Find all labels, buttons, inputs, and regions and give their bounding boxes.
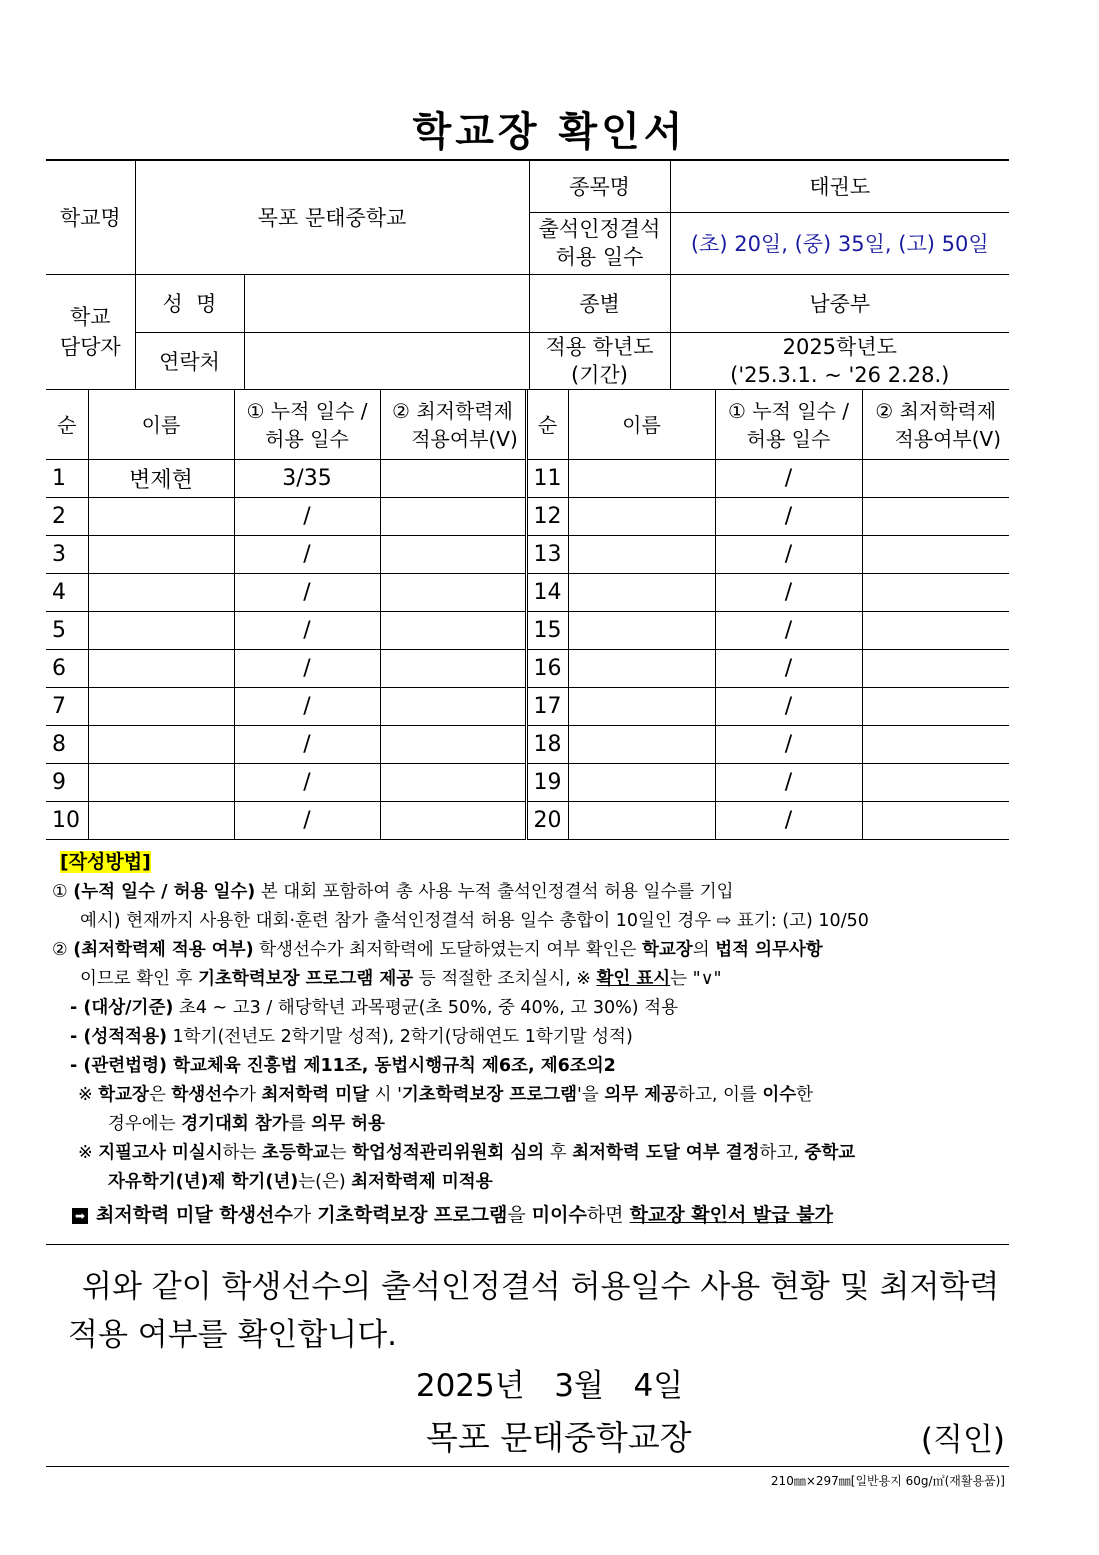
roster-cell-no: 5 bbox=[46, 612, 88, 650]
roster-cell-name[interactable] bbox=[568, 536, 715, 574]
table-row bbox=[46, 498, 1009, 536]
roster-cell-no: 17 bbox=[526, 688, 568, 726]
roster-cell-apply[interactable] bbox=[862, 460, 1009, 498]
footer-divider bbox=[46, 1466, 1009, 1467]
roster-cell-apply[interactable] bbox=[380, 612, 526, 650]
roster-cell-days[interactable]: / bbox=[715, 688, 862, 726]
roster-cell-no: 9 bbox=[46, 764, 88, 802]
header-no: 순 bbox=[46, 390, 88, 460]
instruction-line-1: ① (누적 일수 / 허용 일수) 본 대회 포함하여 총 사용 누적 출석인정결석 허용 일수를 기입 bbox=[52, 882, 734, 902]
roster-cell-days[interactable]: / bbox=[234, 612, 380, 650]
confirmation-statement: 위와 같이 학생선수의 출석인정결석 허용일수 사용 현황 및 최저학력 적용 여부를 확인합니다. bbox=[68, 1269, 1000, 1353]
arrow-box-icon: ➡ bbox=[72, 1208, 88, 1224]
header-days: ① 누적 일수 / 허용 일수 bbox=[715, 390, 862, 460]
roster-cell-no: 4 bbox=[46, 574, 88, 612]
roster-cell-apply[interactable] bbox=[380, 574, 526, 612]
instruction-line-11: 자유학기(년)제 학기(년)는(은) 최저학력제 미적용 bbox=[108, 1172, 493, 1192]
roster-cell-no: 2 bbox=[46, 498, 88, 536]
roster-cell-days[interactable]: / bbox=[715, 764, 862, 802]
roster-cell-days[interactable]: / bbox=[234, 650, 380, 688]
paper-spec-footer: 210㎜×297㎜[일반용지 60g/㎡(재활용품)] bbox=[770, 1474, 1005, 1488]
roster-cell-name[interactable] bbox=[88, 726, 234, 764]
roster-cell-apply[interactable] bbox=[862, 574, 1009, 612]
table-row bbox=[46, 612, 1009, 650]
table-row bbox=[46, 726, 1009, 764]
roster-cell-days[interactable]: / bbox=[715, 498, 862, 536]
roster-cell-no: 18 bbox=[526, 726, 568, 764]
roster-cell-name[interactable] bbox=[88, 688, 234, 726]
table-row bbox=[46, 574, 1009, 612]
school-name-value: 목포 문태중학교 bbox=[135, 160, 529, 274]
roster-cell-days[interactable]: / bbox=[715, 726, 862, 764]
roster-cell-days[interactable]: / bbox=[234, 536, 380, 574]
header-days: ① 누적 일수 / 허용 일수 bbox=[234, 390, 380, 460]
event-label: 종목명 bbox=[529, 160, 670, 212]
roster-cell-name[interactable] bbox=[568, 650, 715, 688]
roster-cell-no: 14 bbox=[526, 574, 568, 612]
section-divider bbox=[46, 1244, 1009, 1245]
roster-cell-days[interactable]: / bbox=[234, 802, 380, 840]
roster-cell-days[interactable]: / bbox=[715, 650, 862, 688]
roster-cell-name[interactable] bbox=[568, 726, 715, 764]
school-year-value: 2025학년도 ('25.3.1. ~ '26 2.28.) bbox=[670, 332, 1009, 389]
principal-signature: 목포 문태중학교장 bbox=[426, 1418, 692, 1457]
header-name: 이름 bbox=[568, 390, 715, 460]
manager-name-label: 성 명 bbox=[135, 274, 244, 332]
school-name-label: 학교명 bbox=[46, 160, 135, 274]
warning-line: ➡ 최저학력 미달 학생선수가 기초학력보장 프로그램을 미이수하면 학교장 확인서 발급 불가 bbox=[46, 1201, 1009, 1230]
roster-cell-name[interactable] bbox=[88, 536, 234, 574]
roster-cell-name[interactable] bbox=[568, 460, 715, 498]
table-row bbox=[46, 460, 1009, 498]
instruction-line-8: ※ 학교장은 학생선수가 최저학력 미달 시 '기초학력보장 프로그램'을 의무 제공하고, 이를 이수한 bbox=[78, 1085, 814, 1105]
roster-cell-days[interactable]: / bbox=[234, 764, 380, 802]
roster-header-row bbox=[46, 390, 1009, 460]
roster-cell-apply[interactable] bbox=[862, 612, 1009, 650]
instruction-line-4: 이므로 확인 후 기초학력보장 프로그램 제공 등 적절한 조치실시, ※ 확인 표시는 "∨" bbox=[80, 969, 722, 989]
header-apply: ② 최저학력제 적용여부(V) bbox=[380, 390, 526, 460]
header-name: 이름 bbox=[88, 390, 234, 460]
roster-cell-no: 6 bbox=[46, 650, 88, 688]
instructions-heading: [작성방법] bbox=[60, 851, 151, 873]
absence-days-value: (초) 20일, (중) 35일, (고) 50일 bbox=[670, 212, 1009, 274]
roster-cell-apply[interactable] bbox=[862, 498, 1009, 536]
roster-cell-no: 12 bbox=[526, 498, 568, 536]
roster-cell-name[interactable] bbox=[88, 650, 234, 688]
category-value: 남중부 bbox=[670, 274, 1009, 332]
roster-cell-no: 16 bbox=[526, 650, 568, 688]
manager-name-value bbox=[244, 274, 529, 332]
instruction-line-2: 예시) 현재까지 사용한 대회·훈련 참가 출석인정결석 허용 일수 총합이 10일인 경우 ⇨ 표기: (고) 10/50 bbox=[80, 911, 869, 931]
roster-cell-days[interactable]: / bbox=[715, 460, 862, 498]
roster-cell-days[interactable]: / bbox=[234, 574, 380, 612]
roster-cell-name[interactable] bbox=[88, 498, 234, 536]
roster-cell-name[interactable] bbox=[568, 612, 715, 650]
instructions-section bbox=[46, 848, 1009, 1230]
roster-cell-name[interactable] bbox=[88, 612, 234, 650]
category-label: 종별 bbox=[529, 274, 670, 332]
instruction-line-9: 경우에는 경기대회 참가를 의무 허용 bbox=[108, 1114, 385, 1134]
roster-cell-no: 20 bbox=[526, 802, 568, 840]
roster-cell-name[interactable] bbox=[88, 764, 234, 802]
official-seal-mark: (직인) bbox=[920, 1422, 1005, 1458]
instruction-line-7: - (관련법령) 학교체육 진흥법 제11조, 동법시행규칙 제6조, 제6조의2 bbox=[70, 1056, 616, 1076]
roster-cell-name[interactable] bbox=[568, 498, 715, 536]
student-roster-table bbox=[46, 389, 1009, 840]
instruction-line-10: ※ 지필고사 미실시하는 초등학교는 학업성적관리위원회 심의 후 최저학력 도달 여부 결정하고, 중학교 bbox=[78, 1143, 856, 1163]
roster-cell-no: 10 bbox=[46, 802, 88, 840]
roster-cell-name[interactable] bbox=[568, 764, 715, 802]
absence-days-label: 출석인정결석 허용 일수 bbox=[529, 212, 670, 274]
roster-cell-name[interactable] bbox=[568, 574, 715, 612]
roster-cell-name[interactable] bbox=[568, 802, 715, 840]
manager-contact-label: 연락처 bbox=[135, 332, 244, 389]
table-row bbox=[46, 650, 1009, 688]
roster-cell-apply[interactable] bbox=[380, 688, 526, 726]
roster-cell-apply[interactable] bbox=[380, 650, 526, 688]
issue-date: 2025년 3월 4일 bbox=[415, 1368, 684, 1404]
roster-cell-apply[interactable] bbox=[380, 726, 526, 764]
instruction-line-3: ② (최저학력제 적용 여부) 학생선수가 최저학력에 도달하였는지 여부 확인은 학교장의 법적 의무사항 bbox=[52, 940, 823, 960]
header-apply: ② 최저학력제 적용여부(V) bbox=[862, 390, 1009, 460]
table-row bbox=[46, 536, 1009, 574]
roster-cell-apply[interactable] bbox=[862, 688, 1009, 726]
roster-cell-days[interactable]: / bbox=[234, 688, 380, 726]
roster-cell-days[interactable]: 3/35 bbox=[234, 460, 380, 498]
roster-cell-no: 7 bbox=[46, 688, 88, 726]
roster-cell-days[interactable]: / bbox=[715, 536, 862, 574]
roster-cell-no: 13 bbox=[526, 536, 568, 574]
roster-cell-apply[interactable] bbox=[380, 802, 526, 840]
roster-cell-apply[interactable] bbox=[862, 764, 1009, 802]
roster-cell-no: 1 bbox=[46, 460, 88, 498]
roster-cell-no: 19 bbox=[526, 764, 568, 802]
roster-cell-no: 3 bbox=[46, 536, 88, 574]
school-year-label: 적용 학년도 (기간) bbox=[529, 332, 670, 389]
roster-cell-days[interactable]: / bbox=[715, 612, 862, 650]
roster-cell-no: 15 bbox=[526, 612, 568, 650]
document-title: 학교장 확인서 bbox=[412, 109, 687, 155]
roster-cell-no: 8 bbox=[46, 726, 88, 764]
instruction-line-6: - (성적적용) 1학기(전년도 2학기말 성적), 2학기(당해연도 1학기말 성적) bbox=[70, 1027, 633, 1047]
roster-cell-days[interactable]: / bbox=[715, 574, 862, 612]
roster-cell-apply[interactable] bbox=[380, 536, 526, 574]
roster-cell-days[interactable]: / bbox=[234, 498, 380, 536]
roster-cell-apply[interactable] bbox=[862, 726, 1009, 764]
header-no: 순 bbox=[526, 390, 568, 460]
info-table bbox=[46, 159, 1009, 390]
roster-cell-apply[interactable] bbox=[380, 460, 526, 498]
table-row bbox=[46, 764, 1009, 802]
table-row bbox=[46, 688, 1009, 726]
roster-cell-apply[interactable] bbox=[380, 764, 526, 802]
roster-cell-name[interactable] bbox=[568, 688, 715, 726]
roster-cell-apply[interactable] bbox=[862, 802, 1009, 840]
roster-cell-no: 11 bbox=[526, 460, 568, 498]
manager-label: 학교 담당자 bbox=[46, 274, 135, 389]
manager-contact-value bbox=[244, 332, 529, 389]
roster-cell-days[interactable]: / bbox=[715, 802, 862, 840]
roster-cell-days[interactable]: / bbox=[234, 726, 380, 764]
roster-cell-apply[interactable] bbox=[862, 536, 1009, 574]
roster-cell-name[interactable] bbox=[88, 574, 234, 612]
roster-cell-name[interactable] bbox=[88, 802, 234, 840]
table-row bbox=[46, 802, 1009, 840]
roster-cell-apply[interactable] bbox=[380, 498, 526, 536]
event-value: 태권도 bbox=[670, 160, 1009, 212]
roster-cell-apply[interactable] bbox=[862, 650, 1009, 688]
roster-cell-name[interactable]: 변제현 bbox=[88, 460, 234, 498]
instruction-line-5: - (대상/기준) 초4 ~ 고3 / 해당학년 과목평균(초 50%, 중 40%, 고 30%) 적용 bbox=[70, 998, 678, 1018]
